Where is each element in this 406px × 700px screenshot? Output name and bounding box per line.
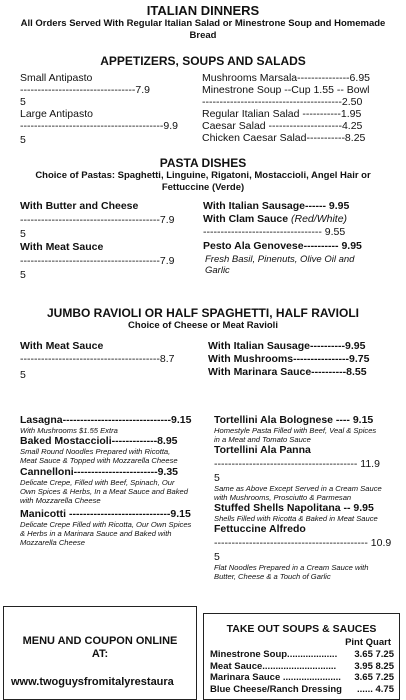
menu-item-dots: ----------------------------------------7.9 bbox=[20, 255, 175, 267]
menu-item: With Italian Sausage------ 9.95 bbox=[203, 200, 350, 212]
pasta-subtitle: Choice of Pastas: Spaghetti, Linguine, Rigatoni, Mostaccioli, Angel Hair or Fettuccine (Verde) bbox=[35, 170, 371, 193]
menu-item-description: Shells Filled with Ricotta & Baked in Meat Sauce bbox=[214, 514, 378, 523]
pasta-right-column bbox=[203, 200, 399, 276]
menu-item: With Italian Sausage----------9.95 bbox=[208, 340, 366, 352]
takeout-item-name: Blue Cheese/Ranch Dressing bbox=[210, 683, 342, 695]
menu-item-dots: ----------------------------------------8.7 bbox=[20, 353, 175, 365]
online-heading-at: AT: bbox=[91, 648, 109, 660]
menu-item-price: 5 bbox=[20, 369, 26, 381]
menu-item-description: Delicate Crepe Filled with Ricotta, Our Own Spices & Herbs in a Marinara Sauce and Baked with Mozzarella Cheese bbox=[20, 520, 192, 547]
pasta-title: PASTA DISHES bbox=[159, 156, 247, 170]
menu-item-price: 5 bbox=[214, 472, 220, 484]
takeout-size-header: Pint Quart bbox=[345, 637, 391, 648]
list-item bbox=[210, 684, 394, 696]
menu-item-name: Pesto Ala Genovese---------- 9.95 bbox=[203, 240, 362, 252]
takeout-item-price: ...... 4.75 bbox=[357, 683, 394, 695]
specialties-left-column bbox=[20, 414, 196, 547]
list-item bbox=[210, 661, 394, 673]
menu-item-description: Homestyle Pasta Filled with Beef, Veal & Spices in a Meat and Tomato Sauce bbox=[214, 426, 377, 444]
online-menu-box bbox=[3, 606, 197, 700]
menu-item-name: Large Antipasto bbox=[20, 108, 93, 120]
menu-item: Minestrone Soup --Cup 1.55 -- Bowl bbox=[202, 84, 370, 96]
menu-item-description: Flat Noodles Prepared in a Cream Sauce with Butter, Cheese & a Touch of Garlic bbox=[214, 563, 369, 581]
menu-item-name: With Meat Sauce bbox=[20, 241, 104, 253]
menu-item-price: 5 bbox=[20, 134, 26, 146]
menu-item-price: 5 bbox=[214, 551, 220, 563]
menu-item-description: Small Round Noodles Prepared with Ricotta, Meat Sauce & Topped with Mozzarella Cheese bbox=[20, 447, 178, 465]
takeout-item-name: Marinara Sauce ...................... bbox=[210, 672, 341, 683]
menu-item-name: Lasagna-------------------------------9.15 bbox=[20, 414, 192, 426]
ravioli-right-column bbox=[208, 340, 400, 378]
menu-item: Regular Italian Salad -----------1.95 bbox=[202, 108, 362, 120]
menu-item-name: With Butter and Cheese bbox=[20, 200, 139, 212]
menu-item-name: With Meat Sauce bbox=[20, 340, 104, 352]
takeout-title: TAKE OUT SOUPS & SAUCES bbox=[226, 623, 377, 635]
takeout-item-name: Minestrone Soup................... bbox=[210, 649, 338, 660]
menu-item-name: Manicotti -----------------------------9.15 bbox=[20, 508, 191, 520]
list-item bbox=[210, 672, 394, 684]
appetizers-title: APPETIZERS, SOUPS AND SALADS bbox=[100, 54, 306, 68]
menu-item-name: Small Antipasto bbox=[20, 72, 93, 84]
menu-item-name: Baked Mostaccioli-------------8.95 bbox=[20, 435, 178, 447]
menu-item-dots: ---------------------------------- 9.55 bbox=[203, 226, 346, 238]
specialties-right-column bbox=[214, 414, 398, 581]
menu-item: With Marinara Sauce----------8.55 bbox=[208, 366, 367, 378]
menu-item-dots: ---------------------------------7.9 bbox=[20, 84, 150, 96]
takeout-item-price: 3.65 7.25 bbox=[354, 672, 394, 683]
takeout-item-name: Meat Sauce............................ bbox=[210, 660, 337, 672]
menu-item-name: Fettuccine Alfredo bbox=[214, 523, 306, 535]
menu-item-price: 5 bbox=[20, 269, 26, 281]
menu-item-dots: -------------------------------------------- 10.9 bbox=[214, 537, 392, 549]
menu-item: ----------------------------------------2.50 bbox=[202, 96, 363, 108]
list-item bbox=[210, 649, 394, 661]
menu-item-name: With Clam Sauce bbox=[203, 213, 289, 225]
takeout-item-price: 3.95 8.25 bbox=[354, 660, 394, 672]
menu-item-description: Fresh Basil, Pinenuts, Olive Oil and Garlic bbox=[205, 254, 355, 276]
menu-item-dots: ----------------------------------------7.9 bbox=[20, 214, 175, 226]
ravioli-subtitle: Choice of Cheese or Meat Ravioli bbox=[128, 320, 278, 331]
menu-item-name: Tortellini Ala Bolognese ---- 9.15 bbox=[214, 414, 374, 426]
takeout-item-price: 3.65 7.25 bbox=[354, 649, 394, 660]
menu-item: Mushrooms Marsala---------------6.95 bbox=[202, 72, 370, 84]
menu-item-description: Delicate Crepe, Filled with Beef, Spinach, Our Own Spices & Herbs, In a Meat Sauce and Baked with Mozzarella Cheese bbox=[20, 478, 188, 505]
ravioli-left-column bbox=[20, 340, 204, 381]
menu-item-name: Tortellini Ala Panna bbox=[214, 444, 311, 456]
menu-item: Caesar Salad ---------------------4.25 bbox=[202, 120, 363, 132]
menu-item-note: (Red/White) bbox=[291, 213, 348, 225]
menu-item-price: 5 bbox=[20, 96, 26, 108]
appetizers-left-column bbox=[20, 72, 200, 146]
menu-item-dots: -----------------------------------------9.9 bbox=[20, 120, 178, 132]
page-subtitle: All Orders Served With Regular Italian Salad or Minestrone Soup and Homemade Bread bbox=[20, 18, 386, 41]
menu-item: With Mushrooms----------------9.75 bbox=[208, 353, 370, 365]
page-title: ITALIAN DINNERS bbox=[146, 3, 260, 18]
takeout-list bbox=[210, 649, 394, 695]
website-link[interactable]: www.twoguysfromitalyrestaura bbox=[11, 676, 174, 688]
takeout-box bbox=[203, 613, 400, 700]
menu-item-description: With Mushrooms $1.55 Extra bbox=[20, 426, 118, 435]
menu-item-dots: ----------------------------------------- 11.9 bbox=[214, 458, 380, 470]
online-heading: MENU AND COUPON ONLINE bbox=[22, 635, 178, 647]
pasta-left-column bbox=[20, 200, 200, 281]
menu-item-name: Stuffed Shells Napolitana -- 9.95 bbox=[214, 502, 374, 514]
menu-item-price: 5 bbox=[20, 228, 26, 240]
menu-item-description: Same as Above Except Served in a Cream Sauce with Mushrooms, Prosciutto & Parmesan bbox=[214, 484, 382, 502]
ravioli-title: JUMBO RAVIOLI OR HALF SPAGHETTI, HALF RAVIOLI bbox=[47, 306, 359, 320]
menu-item: Chicken Caesar Salad-----------8.25 bbox=[202, 132, 366, 144]
menu-item-name: Cannelloni------------------------9.35 bbox=[20, 466, 179, 478]
appetizers-right-column bbox=[202, 72, 398, 144]
